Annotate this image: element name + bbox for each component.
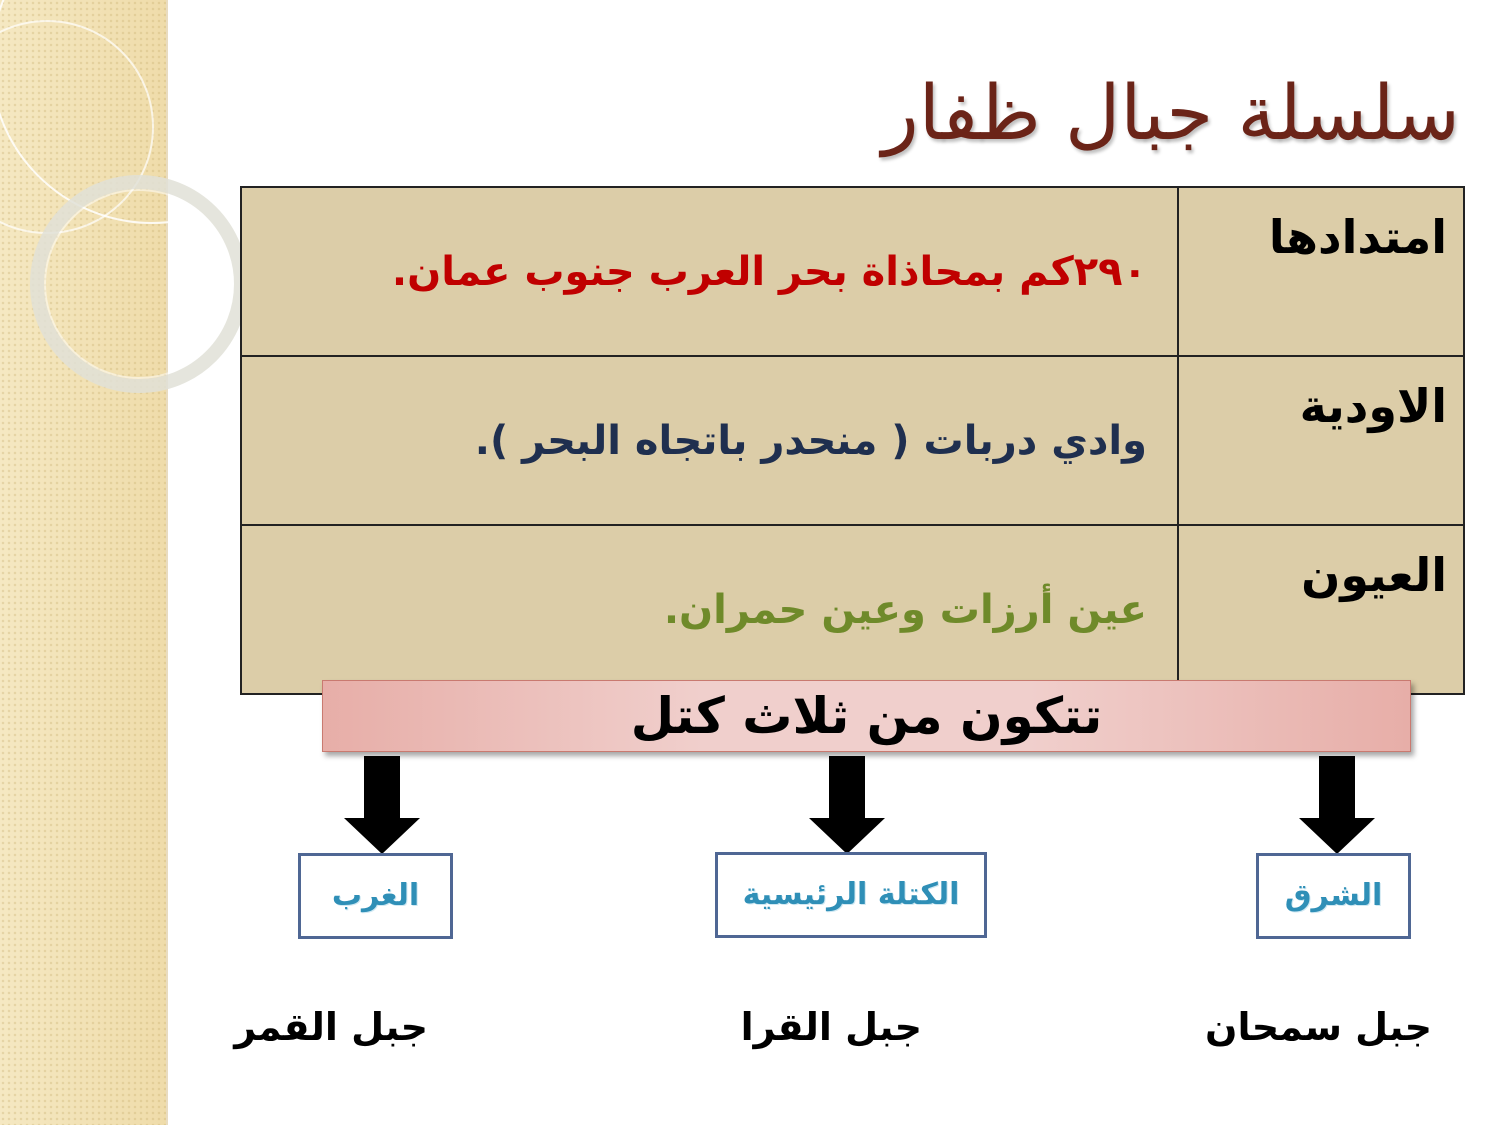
region-box-east: الشرق	[1256, 853, 1411, 939]
page-title: سلسلة جبال ظفار	[882, 68, 1460, 157]
row-value-valleys: وادي دربات ( منحدر باتجاه البحر ).	[241, 356, 1178, 525]
down-arrow-icon	[809, 756, 885, 854]
region-box-main: الكتلة الرئيسية	[715, 852, 987, 938]
info-table	[240, 186, 1465, 695]
mountain-name-west: جبل القمر	[234, 1005, 428, 1049]
down-arrow-icon	[344, 756, 420, 854]
table-row	[241, 525, 1464, 694]
decorative-side-strip	[0, 0, 168, 1125]
down-arrow-icon	[1299, 756, 1375, 854]
blocks-banner: تتكون من ثلاث كتل	[322, 680, 1411, 752]
row-value-springs: عين أرزات وعين حمران.	[241, 525, 1178, 694]
region-box-west: الغرب	[298, 853, 453, 939]
mountain-name-main: جبل القرا	[740, 1005, 922, 1049]
row-label-extent: امتدادها	[1178, 187, 1464, 356]
decorative-ring	[30, 175, 248, 393]
row-value-extent: ٢٩٠كم بمحاذاة بحر العرب جنوب عمان.	[241, 187, 1178, 356]
table-row	[241, 187, 1464, 356]
mountain-name-east: جبل سمحان	[1205, 1005, 1432, 1049]
table-row	[241, 356, 1464, 525]
row-label-springs: العيون	[1178, 525, 1464, 694]
row-label-valleys: الاودية	[1178, 356, 1464, 525]
